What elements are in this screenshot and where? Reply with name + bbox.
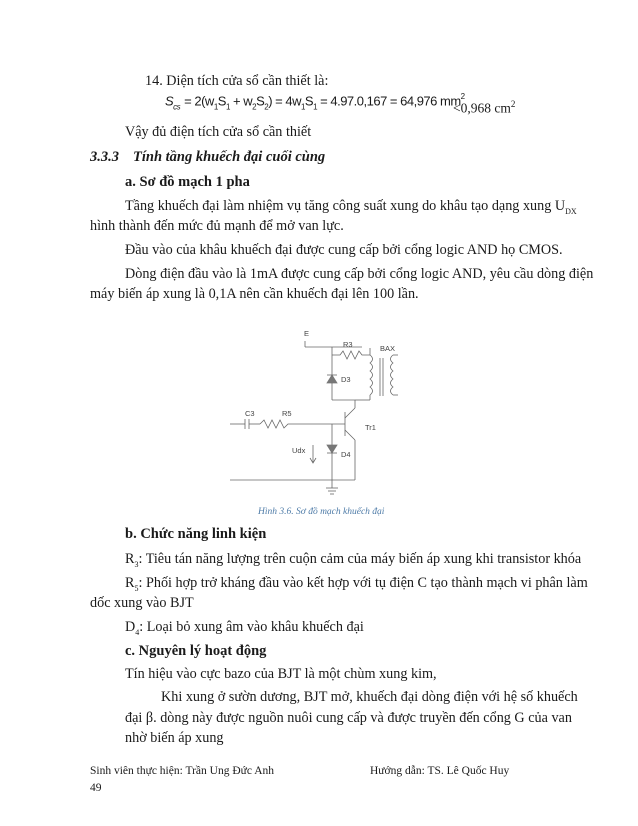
figure-caption: Hình 3.6. Sơ đồ mạch khuếch đại: [258, 507, 385, 517]
page-number: 49: [90, 782, 102, 794]
component-sub: 3: [134, 559, 139, 569]
list-item-14: [145, 74, 328, 88]
formula-lhs: S: [165, 93, 174, 109]
formula-part: = 2(w: [184, 93, 214, 109]
area-formula: [165, 92, 465, 112]
list-text: Diện tích cửa sổ cần thiết là:: [166, 73, 329, 89]
formula-sub: 2: [264, 102, 269, 112]
footer-student: Sinh viên thực hiện: Trần Ung Đức Anh: [90, 765, 275, 777]
subscript: DX: [565, 206, 577, 216]
formula-compare: [453, 100, 515, 115]
paragraph-3-line-1: Dòng điện đầu vào là 1mA được cung cấp bởi cổng logic AND, yêu cầu dòng điện: [125, 266, 594, 282]
formula-part: S: [256, 93, 265, 109]
component-text: : Tiêu tán năng lượng trên cuộn cảm của máy biến áp xung khi transistor khóa: [138, 551, 582, 567]
formula-part: + w: [229, 93, 253, 109]
principle-2-line-1: Khi xung ở sườn dương, BJT mở, khuếch đại dòng điện với hệ số khuếch: [161, 689, 578, 705]
d4-description: [125, 620, 364, 637]
component-sub: 5: [134, 583, 139, 593]
r3-description: [125, 552, 581, 569]
list-number: 14.: [145, 73, 163, 89]
formula-part: = 4.97.0,167 = 64,976 mm: [317, 93, 461, 109]
amplifier-circuit-diagram: [220, 320, 440, 505]
conclusion-text: Vậy đủ điện tích cửa sổ cần thiết: [125, 124, 312, 140]
component-sub: 4: [135, 627, 140, 637]
principle-2-line-3: nhờ biến áp xung: [125, 730, 224, 746]
subheading-c: c. Nguyên lý hoạt động: [125, 643, 267, 659]
label-r5: R5: [282, 409, 292, 418]
paragraph-1-line-2: hình thành đến mức đủ mạnh để mở van lực.: [90, 218, 344, 234]
component-name: R: [125, 575, 135, 591]
component-name: R: [125, 551, 135, 567]
subheading-a: a. Sơ đồ mạch 1 pha: [125, 174, 250, 190]
compare-text: <0,968 cm: [453, 100, 511, 116]
paragraph-3-line-2: máy biến áp xung là 0,1A nên cần khuếch đại lên 100 lần.: [90, 286, 419, 302]
formula-sub: 1: [313, 102, 318, 112]
label-udx: Udx: [292, 446, 306, 455]
formula-sub: 1: [300, 102, 305, 112]
label-r3: R3: [343, 340, 353, 349]
component-text: : Loại bỏ xung âm vào khâu khuếch đại: [139, 619, 364, 635]
r5-description-line-1: [125, 576, 588, 593]
formula-exp: 2: [460, 92, 465, 101]
paragraph-text: Tầng khuếch đại làm nhiệm vụ tăng công suất xung do khâu tạo dạng xung U: [125, 198, 566, 214]
section-heading: [90, 149, 325, 166]
paragraph-1-line-1: [125, 199, 577, 216]
label-e: E: [304, 329, 310, 338]
label-c3: C3: [245, 409, 255, 418]
formula-sub: 1: [213, 102, 218, 112]
compare-exp: 2: [510, 99, 516, 109]
paragraph-2: Đầu vào của khâu khuếch đại được cung cấp bởi cổng logic AND họ CMOS.: [125, 242, 563, 258]
formula-sub: 1: [225, 102, 230, 112]
label-d3: D3: [341, 375, 351, 384]
subheading-b: b. Chức năng linh kiện: [125, 526, 267, 542]
formula-part: S: [304, 93, 314, 109]
section-title: Tính tầng khuếch đại cuối cùng: [133, 149, 326, 165]
formula-sub: 2: [252, 102, 257, 112]
component-name: D: [125, 619, 136, 635]
formula-part: S: [217, 93, 226, 109]
label-bax: BAX: [380, 344, 396, 353]
section-number: 3.3.3: [90, 149, 119, 165]
component-text: : Phối hợp trở kháng đầu vào kết hợp với tụ điện C tạo thành mạch vi phân làm: [138, 575, 588, 591]
r5-description-line-2: dốc xung vào BJT: [90, 595, 194, 611]
principle-2-line-2: đại β. dòng này được nguồn nuôi cung cấp và được truyền đến cổng G của van: [125, 710, 572, 726]
footer-advisor: Hướng dẫn: TS. Lê Quốc Huy: [370, 765, 510, 777]
label-tr1: Tr1: [365, 423, 376, 432]
formula-part: ) = 4w: [268, 93, 301, 109]
principle-1: Tín hiệu vào cực bazo của BJT là một chùm xung kim,: [125, 666, 437, 682]
label-d4: D4: [341, 450, 351, 459]
formula-lhs-sub: cs: [173, 102, 181, 112]
